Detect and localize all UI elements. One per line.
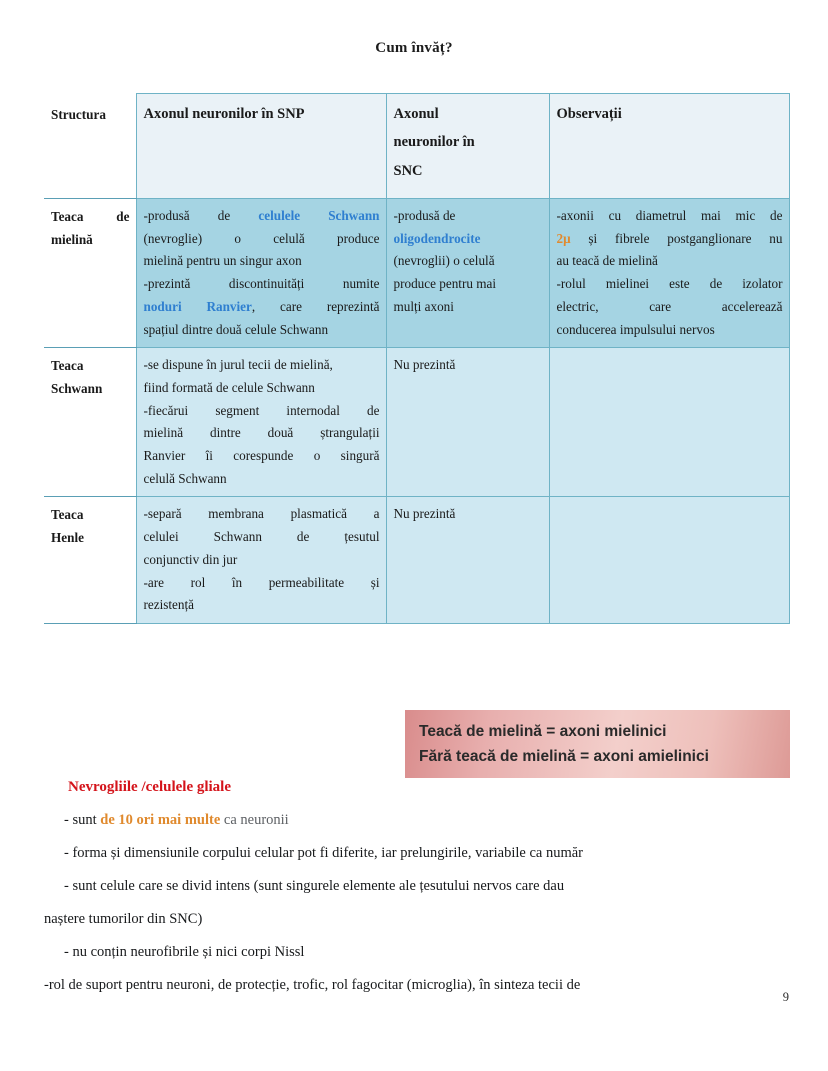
text-frag: -separă <box>143 506 182 522</box>
highlight-celulele-schwann: celulele Schwann <box>258 208 380 223</box>
text-frag: -prezintă <box>143 276 191 292</box>
note-frag: ca neuronii <box>220 812 289 829</box>
cell-observatii-henle <box>549 497 789 624</box>
myelin-sheath-table-wrapper <box>44 93 789 624</box>
structure-line: Henle <box>51 530 84 546</box>
note-frag: - forma și dimensiunile corpului celular pot fi diferite, iar prelungirile, variabile ca număr <box>64 845 583 862</box>
cell-text-line: celulă Schwann <box>143 470 227 486</box>
text-frag: o <box>234 230 241 246</box>
structure-line: Teaca <box>51 507 84 523</box>
text-frag: singură <box>340 448 380 464</box>
cell-text-line <box>144 228 380 251</box>
header-cell-structura <box>44 94 136 199</box>
table-header-row <box>44 94 789 199</box>
text-frag: -produsă <box>143 208 190 223</box>
header-cell-observatii <box>549 94 789 199</box>
text-frag: țesutul <box>344 529 380 545</box>
cell-text-line <box>144 400 380 423</box>
structure-line: Teaca <box>51 358 84 374</box>
note-item <box>44 837 789 870</box>
text-frag: reprezintă <box>326 298 380 314</box>
text-frag: -rolul <box>556 276 586 292</box>
cell-text-line: au teacă de mielină <box>556 253 658 269</box>
text-frag: , care <box>251 298 302 314</box>
row-structure-teaca-schwann <box>44 348 136 497</box>
cell-text-line <box>144 503 380 526</box>
cell-text-line: mielină pentru un singur axon <box>143 253 302 269</box>
cell-snc-henle <box>386 497 549 624</box>
highlight-2-microni: 2μ <box>556 230 571 246</box>
cell-observatii-schwann <box>549 348 789 497</box>
text-frag: și fibrele postganglionare nu <box>588 230 783 246</box>
note-frag: -rol de suport pentru neuroni, de protecție, trofic, rol fagocitar (microglia), în sinteza tecii de <box>44 977 581 994</box>
cell-text-line <box>557 273 783 296</box>
text-frag: permeabilitate <box>268 574 345 590</box>
text-frag: mielină <box>143 425 184 441</box>
table-row <box>44 348 789 497</box>
text-frag: izolator <box>742 276 783 292</box>
text-frag: a <box>373 506 380 522</box>
cell-snc-schwann <box>386 348 549 497</box>
cell-text-line: (nevroglii) o celulă <box>393 253 495 269</box>
text-frag: segment <box>215 402 260 418</box>
text-frag: accelerează <box>721 298 783 314</box>
highlight-de-10-ori-mai-multe: de 10 ori mai multe <box>100 812 221 829</box>
table-row <box>44 497 789 624</box>
note-item <box>44 870 789 903</box>
text-frag: rol <box>190 574 206 590</box>
highlight-noduri-ranvier: noduri Ranvier <box>143 298 252 314</box>
text-frag: internodal <box>286 402 340 418</box>
cell-text-line <box>144 205 380 228</box>
text-frag: ștrangulații <box>320 425 380 441</box>
text-frag: îi <box>205 448 213 464</box>
text-frag: de <box>217 208 231 223</box>
cell-observatii-mielina <box>549 199 789 348</box>
cell-text-line: conjunctiv din jur <box>143 551 238 567</box>
callout-line-2: Fără teacă de mielină = axoni amielinici <box>419 748 709 766</box>
text-frag: -are <box>143 574 164 590</box>
header-snc-line3: SNC <box>393 162 423 179</box>
notes-section <box>44 770 789 1002</box>
header-cell-snc <box>386 94 549 199</box>
structure-line: mielină <box>51 231 93 247</box>
cell-text-line: mulți axoni <box>393 298 454 314</box>
cell-text-line <box>144 572 380 595</box>
note-frag: - sunt <box>64 812 101 829</box>
header-structura-label: Structura <box>51 106 106 122</box>
cell-snp-henle <box>136 497 386 624</box>
text-frag: discontinuități <box>228 276 305 292</box>
text-frag: în <box>231 574 243 590</box>
text-frag: numite <box>342 276 380 292</box>
text-frag: este <box>669 276 690 292</box>
header-cell-snp <box>136 94 386 199</box>
cell-text-line <box>557 228 783 251</box>
text-frag: (nevroglie) <box>143 230 203 246</box>
text-frag: de <box>709 276 723 292</box>
header-snp-label: Axonul neuronilor în SNP <box>143 106 305 122</box>
text-frag: -fiecărui <box>143 402 189 418</box>
note-frag: - nu conțin neurofibrile și nici corpi Nissl <box>64 944 305 961</box>
cell-text-line <box>144 445 380 468</box>
header-snc-line1: Axonul <box>393 106 439 122</box>
text-frag: membrana <box>208 506 264 522</box>
text-frag: celulei <box>143 529 179 545</box>
cell-snp-schwann <box>136 348 386 497</box>
text-frag: care <box>649 298 672 314</box>
text-frag: Ranvier <box>143 448 186 464</box>
page-number: 9 <box>782 990 789 1004</box>
text-frag: mielinei <box>605 276 650 292</box>
cell-text-line <box>144 526 380 549</box>
text-frag: și <box>370 574 380 590</box>
cell-text-line: spațiul dintre două celule Schwann <box>143 321 329 337</box>
row-structure-teaca-henle <box>44 497 136 624</box>
callout-line-1: Teacă de mielină = axoni mielinici <box>419 723 667 740</box>
cell-text-line: rezistență <box>143 597 195 613</box>
cell-text-line: produce pentru mai <box>393 276 497 292</box>
text-frag: dintre <box>209 425 241 441</box>
summary-callout-box <box>405 710 790 778</box>
cell-snp-mielina <box>136 199 386 348</box>
cell-text-line: conducerea impulsului nervos <box>556 321 715 337</box>
note-item-continuation <box>44 903 789 936</box>
text-frag: de <box>296 529 310 545</box>
cell-text-line <box>144 273 380 296</box>
cell-text-line <box>144 422 380 445</box>
text-frag: electric, <box>556 298 599 314</box>
header-observatii-label: Observații <box>556 106 622 122</box>
cell-text-line: -se dispune în jurul tecii de mielină, <box>143 357 333 373</box>
page-title: Cum învăț? <box>375 40 453 56</box>
text-frag: plasmatică <box>290 506 347 522</box>
cell-snc-mielina <box>386 199 549 348</box>
note-frag: naștere tumorilor din SNC) <box>44 911 203 928</box>
highlight-oligodendrocite: oligodendrocite <box>393 230 481 246</box>
table-row <box>44 199 789 348</box>
cell-text-line <box>144 296 380 319</box>
cell-text-line <box>557 296 783 319</box>
text-frag: corespunde <box>233 448 294 464</box>
cell-text-line: Nu prezintă <box>393 357 456 373</box>
myelin-sheath-table <box>44 93 790 624</box>
text-frag: celulă <box>273 230 305 246</box>
note-frag: - sunt celule care se divid intens (sunt singurele elemente ale țesutului nervos care dau <box>64 878 565 895</box>
text-frag: o <box>313 448 321 464</box>
note-item <box>44 804 789 837</box>
text-frag: produce <box>337 230 380 246</box>
text-frag: de <box>367 402 380 418</box>
notes-heading: Nevrogliile /celulele gliale <box>68 779 232 795</box>
cell-text-line: fiind formată de celule Schwann <box>143 379 315 395</box>
text-frag: două <box>267 425 294 441</box>
cell-text-line: Nu prezintă <box>393 506 456 522</box>
structure-line: Teaca de <box>51 209 130 224</box>
header-snc-line2: neuronilor în <box>393 134 475 151</box>
note-item <box>44 936 789 969</box>
cell-text-line: -produsă de <box>393 208 456 223</box>
structure-line: Schwann <box>51 380 103 396</box>
row-structure-teaca-de-mielina <box>44 199 136 348</box>
text-frag: Schwann <box>213 529 262 545</box>
cell-text-line: -axonii cu diametrul mai mic de <box>556 208 783 223</box>
